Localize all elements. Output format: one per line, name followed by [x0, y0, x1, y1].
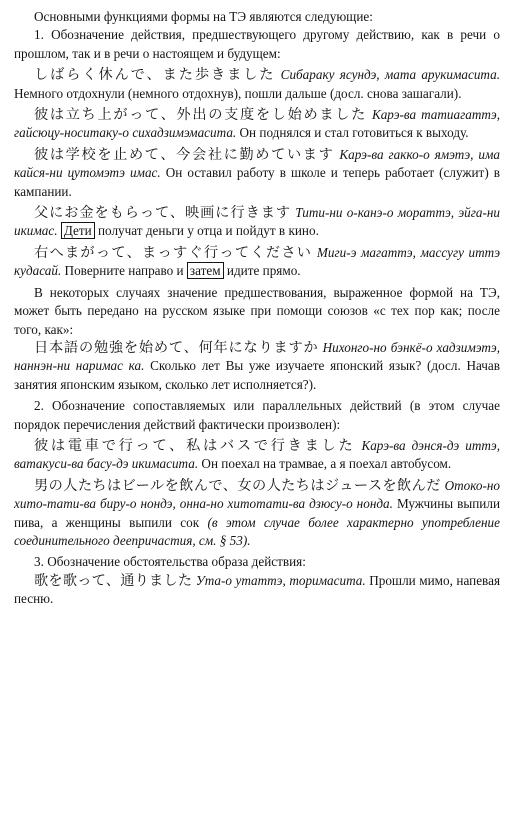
usage-note: (в этом случае более характерно употребление соединительного деепричастия, см. § 53).: [14, 514, 500, 548]
transliteration: Отоко-но хито-тати-ва биру-о нондэ, онна-но хитотати-ва дзюсу-о нонда.: [14, 477, 501, 512]
intro-line: Основными функциями формы на ТЭ являются следующие:: [34, 9, 373, 24]
transliteration: Миги-э магаттэ, массугу иттэ кудасай.: [14, 244, 501, 279]
section-1-note: В некоторых случаях значение предшествования, выраженное формой на ТЭ, может быть передано на русском языке при помощи союзов «с тех пор как; после того, как»:: [14, 284, 500, 337]
japanese-text: 彼は学校を止めて、今会社に勤めています: [34, 146, 335, 163]
transliteration: Сибараку ясундэ, мата арукимасита.: [280, 67, 500, 83]
japanese-text: 父にお金をもらって、映画に行きます: [34, 205, 291, 222]
transliteration: Карэ-ва татиагаттэ, гайсюцу-носитаку-о сихадзимэмасита.: [14, 107, 501, 141]
example-1-6: [14, 339, 500, 394]
example-2-2: [14, 477, 500, 551]
transliteration: Тити-ни о-канэ-о мораттэ, эйга-ни икимас.: [14, 205, 500, 239]
japanese-text: 彼は電車で行って、私はバスで行きました: [34, 437, 356, 454]
japanese-text: 日本語の勉強を始めて、何年になりますか: [34, 339, 319, 356]
japanese-text: 男の人たちはビールを飲んで、女の人たちはジュースを飲んだ: [34, 477, 441, 494]
transliteration: Карэ-ва гакко-о ямэтэ, има кайся-ни цутомэтэ имас.: [14, 146, 500, 181]
transliteration: Нихонго-но бэнкё-о хадзимэтэ, наннэн-ни наримас ка.: [14, 339, 501, 374]
example-2-1: [14, 437, 500, 474]
section-2-heading: 2. Обозначение сопоставляемых или параллельных действий (в этом случае порядок перечисления действий фактически произволен):: [14, 398, 500, 432]
boxed-word: Дети: [61, 222, 95, 239]
example-1-3: [14, 146, 500, 201]
translation-end: идите прямо.: [226, 263, 301, 279]
translation: Он оставил работу в школе и теперь работает (служит) в кампании.: [14, 165, 500, 199]
example-1-4: [14, 204, 500, 241]
translation: получат деньги у отца и пойдут в кино.: [97, 223, 319, 239]
translation: Он поднялся и стал готовиться к выходу.: [239, 125, 469, 141]
translation: Прошли мимо, напевая песню.: [14, 572, 501, 607]
example-1-1: [14, 66, 500, 103]
translation-start: Поверните направо и: [64, 263, 184, 279]
boxed-word: затем: [187, 262, 224, 279]
example-1-2: [14, 106, 500, 143]
section-1-heading: 1. Обозначение действия, предшествующего другому действию, как в речи о прошлом, так и в речи о настоящем и будущем:: [14, 27, 500, 61]
transliteration: Ута-о утаттэ, торимасита.: [195, 572, 366, 588]
translation: Мужчины выпили пива, а женщины выпили сок: [14, 496, 501, 530]
example-1-5: [14, 244, 500, 281]
japanese-text: しばらく休んで、また歩きました: [34, 67, 276, 84]
japanese-text: 歌を歌って、通りました: [34, 572, 193, 589]
translation: Немного отдохнули (немного отдохнув), пошли дальше (досл. снова зашагали).: [14, 85, 462, 101]
translation: Он поехал на трамвае, а я поехал автобусом.: [201, 456, 452, 472]
japanese-text: 彼は立ち上がって、外出の支度をし始めました: [34, 107, 367, 124]
translation: Сколько лет Вы уже изучаете японский язык? (досл. Начав занятия японским языком, сколько лет исполняется?).: [14, 358, 501, 392]
section-3-heading: 3. Обозначение обстоятельства образа действия:: [34, 554, 306, 570]
example-3-1: [14, 572, 500, 609]
japanese-text: 右へまがって、まっすぐ行ってください: [34, 244, 313, 261]
transliteration: Карэ-ва дэнся-дэ иттэ, ватакуси-ва басу-дэ икимасита.: [14, 437, 501, 472]
